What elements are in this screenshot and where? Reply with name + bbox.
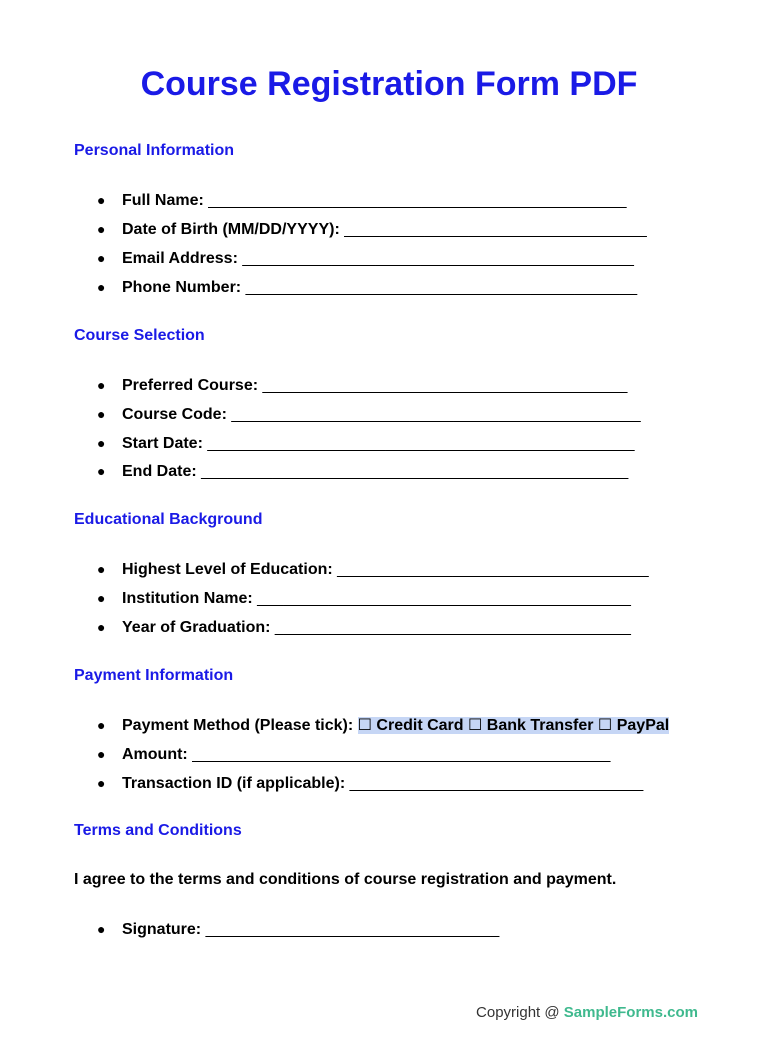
field-email-address <box>97 248 634 269</box>
terms-statement: I agree to the terms and conditions of course registration and payment. <box>74 871 617 888</box>
bullet: ● <box>97 921 106 937</box>
blank-line[interactable]: _________________________________ <box>205 921 500 938</box>
field-label: Amount: <box>122 746 188 763</box>
bullet: ● <box>97 619 106 635</box>
field-label: Signature: <box>122 921 202 938</box>
bullet: ● <box>97 221 106 237</box>
field-institution-name <box>97 588 631 609</box>
field-label: Date of Birth (MM/DD/YYYY): <box>122 221 340 238</box>
field-label: Phone Number: <box>122 279 242 296</box>
field-label: End Date: <box>122 463 197 480</box>
field-year-of-graduation <box>97 617 631 638</box>
field-transaction-id <box>97 773 643 794</box>
blank-line[interactable]: ___________________________________ <box>337 561 649 578</box>
field-date-of-birth <box>97 219 647 240</box>
bullet: ● <box>97 250 106 266</box>
bullet: ● <box>97 746 106 762</box>
blank-line[interactable]: __________________________________________ <box>257 590 631 607</box>
field-label: Start Date: <box>122 435 203 452</box>
bullet: ● <box>97 561 106 577</box>
blank-line[interactable]: _________________________________________ <box>262 377 628 394</box>
blank-line[interactable]: ____________________________________________ <box>242 250 634 267</box>
field-label: Email Address: <box>122 250 238 267</box>
bullet: ● <box>97 775 106 791</box>
field-label: Full Name: <box>122 192 204 209</box>
field-start-date <box>97 433 634 454</box>
section-heading-payment: Payment Information <box>74 667 234 684</box>
field-label: Highest Level of Education: <box>122 561 333 578</box>
copyright-text: Copyright @ <box>476 1004 564 1021</box>
field-payment-method <box>97 715 669 736</box>
section-heading-course: Course Selection <box>74 327 205 344</box>
bullet: ● <box>97 279 106 295</box>
bullet: ● <box>97 406 106 422</box>
footer-copyright <box>476 1003 698 1023</box>
field-highest-education <box>97 559 649 580</box>
field-course-code <box>97 404 641 425</box>
field-label: Year of Graduation: <box>122 619 271 636</box>
bullet: ● <box>97 590 106 606</box>
bullet: ● <box>97 717 106 733</box>
blank-line[interactable]: __________________________________ <box>344 221 647 238</box>
page-title: Course Registration Form PDF <box>140 65 638 103</box>
blank-line[interactable]: ________________________________________________ <box>201 463 629 480</box>
bullet: ● <box>97 192 106 208</box>
field-signature <box>97 919 499 940</box>
blank-line[interactable]: ________________________________________________ <box>207 435 635 452</box>
field-amount <box>97 744 610 765</box>
field-end-date <box>97 461 628 482</box>
section-heading-personal: Personal Information <box>74 142 235 159</box>
field-label: Institution Name: <box>122 590 253 607</box>
blank-line[interactable]: _______________________________________________ <box>208 192 627 209</box>
field-full-name <box>97 190 626 211</box>
section-heading-education: Educational Background <box>74 511 263 528</box>
brand-link[interactable]: SampleForms.com <box>563 1004 698 1021</box>
field-label: Payment Method (Please tick): <box>122 717 354 734</box>
bullet: ● <box>97 377 106 393</box>
blank-line[interactable]: _________________________________ <box>349 775 644 792</box>
blank-line[interactable]: _______________________________________________ <box>192 746 611 763</box>
payment-method-options[interactable]: ☐ Credit Card ☐ Bank Transfer ☐ PayPal <box>357 717 670 734</box>
field-preferred-course <box>97 375 627 396</box>
bullet: ● <box>97 435 106 451</box>
section-heading-terms: Terms and Conditions <box>74 822 242 839</box>
field-label: Transaction ID (if applicable): <box>122 775 346 792</box>
field-label: Course Code: <box>122 406 227 423</box>
field-phone-number <box>97 277 637 298</box>
blank-line[interactable]: ________________________________________ <box>274 619 631 636</box>
field-label: Preferred Course: <box>122 377 259 394</box>
blank-line[interactable]: ______________________________________________ <box>231 406 641 423</box>
blank-line[interactable]: ____________________________________________ <box>245 279 638 296</box>
bullet: ● <box>97 463 106 479</box>
